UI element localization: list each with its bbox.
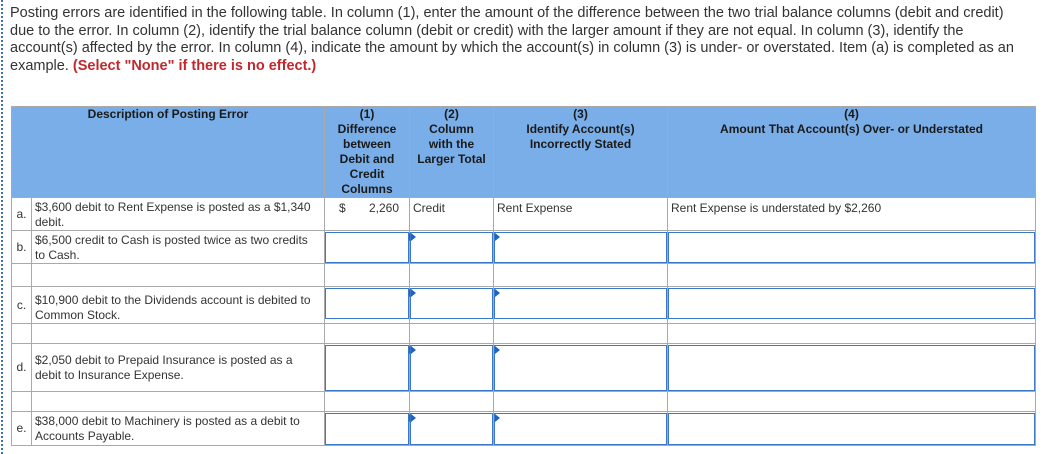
row-amount-cell xyxy=(668,231,1036,264)
row-amount-cell xyxy=(668,412,1036,446)
currency-symbol: $ xyxy=(339,201,346,215)
amount-statement-input[interactable] xyxy=(668,232,1035,263)
larger-column-select[interactable] xyxy=(410,232,493,263)
posting-error-table xyxy=(11,106,1036,446)
amount-statement-value: Rent Expense is understated by $2,260 xyxy=(668,198,1036,231)
amount-statement-input[interactable] xyxy=(668,413,1035,445)
row-account-cell xyxy=(494,344,668,392)
row-description: $6,500 credit to Cash is posted twice as two credits to Cash. xyxy=(32,231,325,264)
row-letter: d. xyxy=(12,344,32,392)
table-row-a xyxy=(12,198,1036,231)
header-difference: (1) Difference between Debit and Credit Columns xyxy=(325,107,410,198)
larger-column-value: Credit xyxy=(410,198,494,231)
table-row-d xyxy=(12,344,1036,392)
table-row-b xyxy=(12,231,1036,264)
row-amount-cell xyxy=(668,344,1036,392)
amount-statement-input[interactable] xyxy=(668,288,1035,319)
spacer-row xyxy=(12,264,1036,287)
left-dotted-rule xyxy=(1,0,3,454)
row-difference-cell xyxy=(325,412,410,446)
table-row-e xyxy=(12,412,1036,446)
header-description: Description of Posting Error xyxy=(12,107,325,198)
row-larger-column-cell xyxy=(410,231,494,264)
row-letter: a. xyxy=(12,198,32,231)
larger-column-select[interactable] xyxy=(410,413,493,445)
row-larger-column-cell xyxy=(410,344,494,392)
row-account-cell xyxy=(494,231,668,264)
larger-column-select[interactable] xyxy=(410,345,493,391)
row-letter: b. xyxy=(12,231,32,264)
row-description: $3,600 debit to Rent Expense is posted as a $1,340 debit. xyxy=(32,198,325,231)
difference-input[interactable] xyxy=(325,345,409,391)
spacer-row xyxy=(12,392,1036,412)
row-letter: e. xyxy=(12,412,32,446)
row-amount-cell xyxy=(668,287,1036,324)
row-difference-cell xyxy=(325,231,410,264)
row-account-cell xyxy=(494,287,668,324)
amount-statement-input[interactable] xyxy=(668,345,1035,391)
difference-input[interactable] xyxy=(325,288,409,319)
row-larger-column-cell xyxy=(410,287,494,324)
header-account: (3) Identify Account(s) Incorrectly Stated xyxy=(494,107,668,198)
row-description: $2,050 debit to Prepaid Insurance is posted as a debit to Insurance Expense. xyxy=(32,344,325,392)
header-amount: (4) Amount That Account(s) Over- or Understated xyxy=(668,107,1036,198)
instructions-emphasis: (Select "None" if there is no effect.) xyxy=(72,57,317,74)
account-select[interactable] xyxy=(494,288,667,319)
row-description: $10,900 debit to the Dividends account is debited to Common Stock. xyxy=(32,287,325,324)
row-difference-cell xyxy=(325,198,410,231)
difference-input[interactable] xyxy=(325,232,409,263)
account-select[interactable] xyxy=(494,413,667,445)
row-difference-cell xyxy=(325,344,410,392)
header-larger-column: (2) Column with the Larger Total xyxy=(410,107,494,198)
account-select[interactable] xyxy=(494,232,667,263)
difference-input[interactable] xyxy=(325,413,409,445)
difference-value: 2,260 xyxy=(368,201,399,215)
row-account-cell xyxy=(494,412,668,446)
account-select[interactable] xyxy=(494,345,667,391)
account-value: Rent Expense xyxy=(494,198,668,231)
spacer-row xyxy=(12,324,1036,344)
instructions xyxy=(10,5,1020,75)
instructions-text: Posting errors are identified in the following table. In column (1), enter the amount of the difference between the two trial balance columns (debit and credit) due to the error. In column (2), identify the trial balance column (debit or credit) with the larger amount if they are not equal. In column (3), identify the account(s) affected by the error. In column (4), indicate the amount by which the account(s) in column (3) is under- or overstated. Item (a) is completed as an example. xyxy=(10,5,1014,74)
row-difference-cell xyxy=(325,287,410,324)
table-row-c xyxy=(12,287,1036,324)
table-header-row xyxy=(12,107,1036,198)
row-letter: c. xyxy=(12,287,32,324)
row-description: $38,000 debit to Machinery is posted as a debit to Accounts Payable. xyxy=(32,412,325,446)
row-larger-column-cell xyxy=(410,412,494,446)
larger-column-select[interactable] xyxy=(410,288,493,319)
